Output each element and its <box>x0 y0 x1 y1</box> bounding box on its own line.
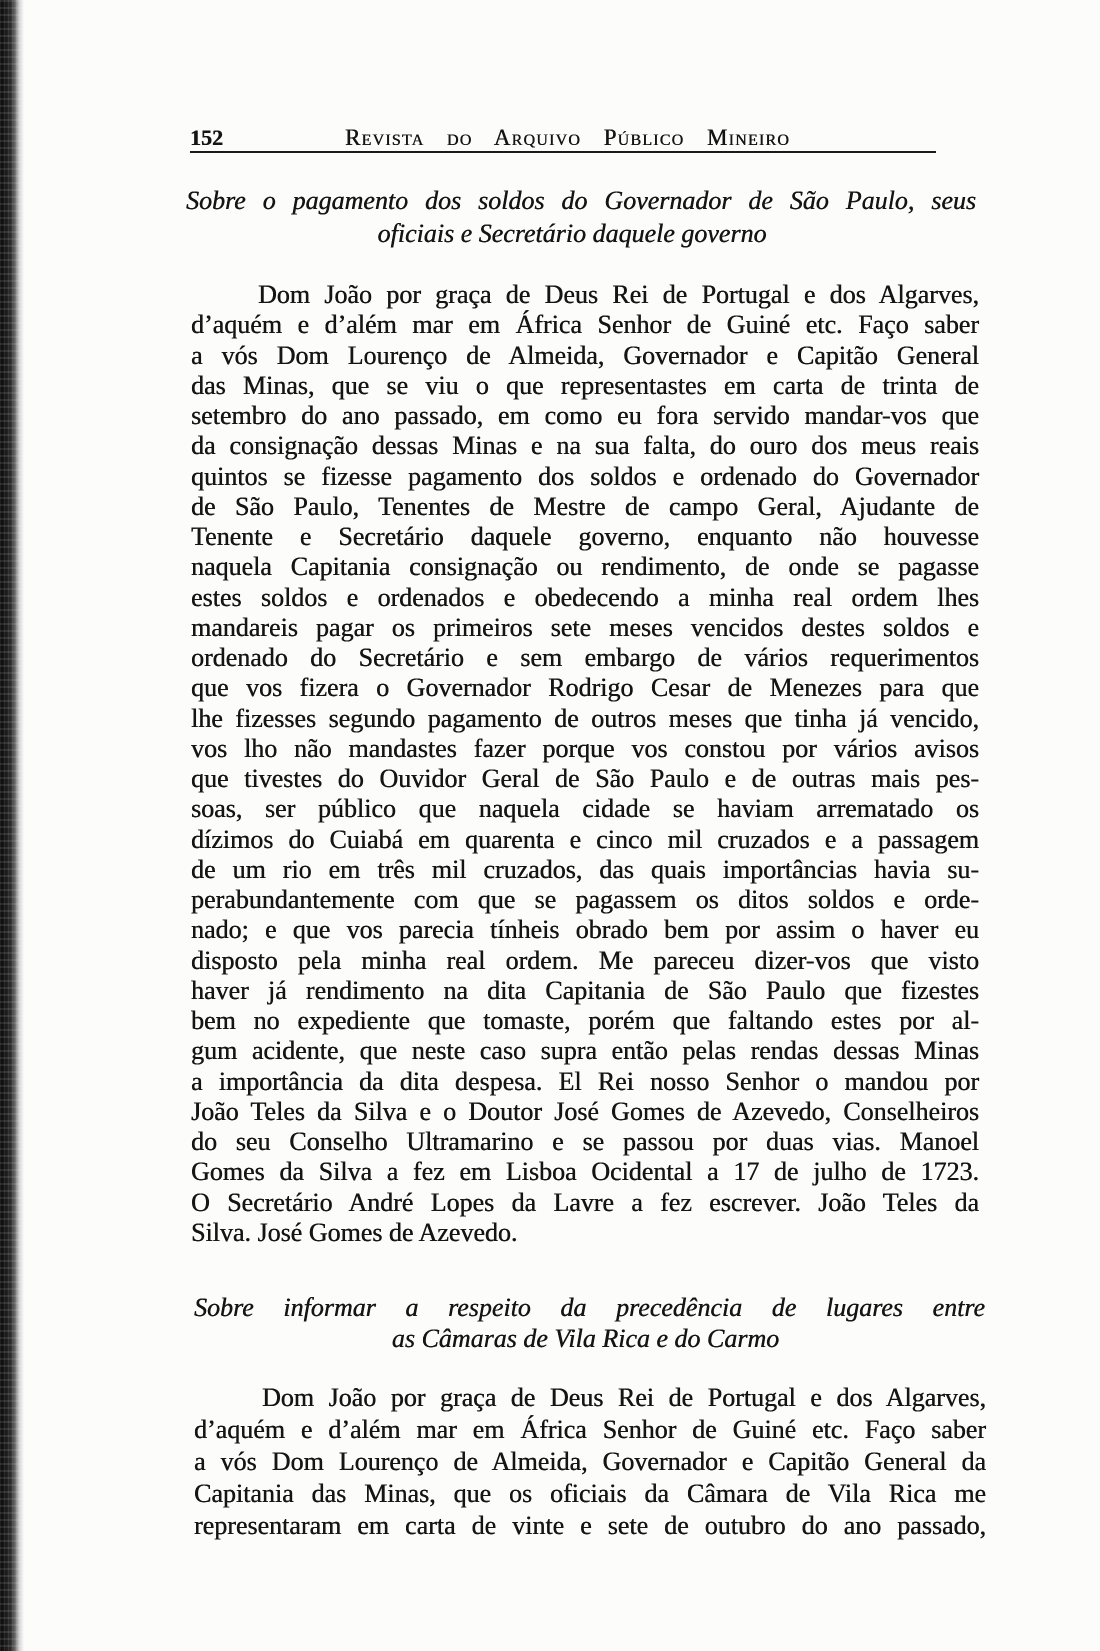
body-text-line: quintos se fizesse pagamento dos soldos e ordenado do Governador <box>191 461 979 491</box>
body-text-line: que vos fizera o Governador Rodrigo Cesar de Menezes para que <box>191 673 979 703</box>
body-text-line: João Teles da Silva e o Doutor José Gomes de Azevedo, Conselheiros <box>191 1096 979 1126</box>
book-binding-edge <box>0 0 24 1651</box>
section-title-line: as Câmaras de Vila Rica e do Carmo <box>391 1324 780 1353</box>
body-text-line: a vós Dom Lourenço de Almeida, Governador e Capitão General <box>191 340 979 370</box>
body-text-line: vos lho não mandastes fazer porque vos constou por vários avisos <box>191 733 979 763</box>
body-text-line: perabundantemente com que se pagassem os ditos soldos e orde- <box>191 885 979 914</box>
body-text-line: que tivestes do Ouvidor Geral de São Paulo e de outras mais pes- <box>191 764 979 793</box>
body-text-line: Silva. José Gomes de Azevedo. <box>191 1217 518 1247</box>
body-text-line: de um rio em três mil cruzados, das quais importâncias havia su- <box>191 854 979 884</box>
body-text-line: mandareis pagar os primeiros sete meses vencidos destes soldos e <box>191 612 979 642</box>
body-text-line: setembro do ano passado, em como eu fora servido mandar-vos que <box>191 401 979 430</box>
body-text-line: disposto pela minha real ordem. Me pareceu dizer-vos que visto <box>191 945 979 975</box>
body-text-line: naquela Capitania consignação ou rendimento, de onde se pagasse <box>191 552 979 582</box>
body-text-line: ordenado do Secretário e sem embargo de vários requerimentos <box>191 643 979 672</box>
body-text-line: bem no expediente que tomaste, porém que faltando estes por al- <box>191 1006 979 1035</box>
body-text-line: lhe fizesses segundo pagamento de outros meses que tinha já vencido, <box>191 703 979 733</box>
section-title <box>194 1292 985 1354</box>
section-title-line: oficiais e Secretário daquele governo <box>377 219 767 248</box>
body-text-line: soas, ser público que naquela cidade se haviam arrematado os <box>191 794 979 824</box>
body-text-line: gum acidente, que neste caso supra então pelas rendas dessas Minas <box>191 1036 979 1066</box>
body-text-line: Tenente e Secretário daquele governo, enquanto não houvesse <box>191 522 979 551</box>
body-text-line: O Secretário André Lopes da Lavre a fez escrever. João Teles da <box>191 1187 979 1217</box>
section-title-line: Sobre o pagamento dos soldos do Governador de São Paulo, seus <box>186 186 976 215</box>
body-text-line: haver já rendimento na dita Capitania de São Paulo que fizestes <box>191 975 979 1005</box>
body-text-line: das Minas, que se viu o que representastes em carta de trinta de <box>191 370 979 400</box>
page-number: 152 <box>190 125 223 150</box>
body-text-line: a importância da dita despesa. El Rei nosso Senhor o mandou por <box>191 1066 979 1096</box>
body-text-line: estes soldos e ordenados e obedecendo a minha real ordem lhes <box>191 582 979 612</box>
body-text-line: dízimos do Cuiabá em quarenta e cinco mil cruzados e a passagem <box>191 824 979 854</box>
header-rule <box>190 151 936 153</box>
section-title <box>186 184 976 250</box>
body-text-line: Dom João por graça de Deus Rei de Portugal e dos Algarves, <box>258 280 979 309</box>
body-text-line: de São Paulo, Tenentes de Mestre de campo Geral, Ajudante de <box>191 491 979 521</box>
section-body <box>191 280 979 1248</box>
body-text-line: representaram em carta de vinte e sete de outubro do ano passado, <box>194 1511 986 1540</box>
running-title: Revista do Arquivo Público Mineiro <box>345 125 790 150</box>
body-text-line: Gomes da Silva a fez em Lisboa Ocidental a 17 de julho de 1723. <box>191 1157 979 1187</box>
body-text-line: d’aquém e d’além mar em África Senhor de Guiné etc. Faço saber <box>191 310 979 340</box>
body-text-line: da consignação dessas Minas e na sua falta, do ouro dos meus reais <box>191 431 979 461</box>
section-title-line: Sobre informar a respeito da precedência de lugares entre <box>194 1293 985 1322</box>
body-text-line: d’aquém e d’além mar em África Senhor de Guiné etc. Faço saber <box>194 1415 986 1444</box>
section-body <box>194 1382 986 1542</box>
body-text-line: do seu Conselho Ultramarino e se passou por duas vias. Manoel <box>191 1127 979 1156</box>
body-text-line: Dom João por graça de Deus Rei de Portugal e dos Algarves, <box>262 1383 986 1412</box>
body-text-line: Capitania das Minas, que os oficiais da Câmara de Vila Rica me <box>194 1479 986 1508</box>
body-text-line: nado; e que vos parecia tínheis obrado bem por assim o haver eu <box>191 915 979 945</box>
body-text-line: a vós Dom Lourenço de Almeida, Governador e Capitão General da <box>194 1447 986 1476</box>
